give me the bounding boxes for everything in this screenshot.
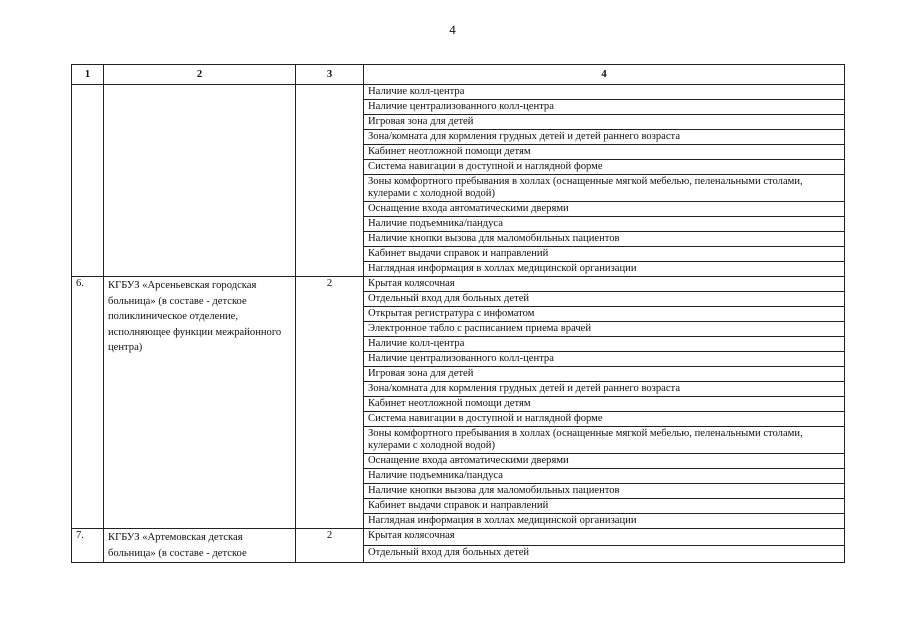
feature-cell: Наличие кнопки вызова для маломобильных пациентов xyxy=(364,484,845,499)
feature-cell: Система навигации в доступной и наглядной форме xyxy=(364,412,845,427)
feature-cell: Оснащение входа автоматическими дверями xyxy=(364,454,845,469)
organization-cell: КГБУЗ «Артемовская детская больница» (в составе - детское xyxy=(104,529,296,563)
feature-cell: Кабинет неотложной помощи детям xyxy=(364,145,845,160)
count-cell: 2 xyxy=(296,529,364,563)
feature-cell: Зоны комфортного пребывания в холлах (оснащенные мягкой мебелью, пеленальными столами, кулерами с холодной водой) xyxy=(364,427,845,454)
count-cell xyxy=(296,85,364,277)
organization-cell xyxy=(104,85,296,277)
feature-cell: Зона/комната для кормления грудных детей и детей раннего возраста xyxy=(364,130,845,145)
feature-cell: Зона/комната для кормления грудных детей и детей раннего возраста xyxy=(364,382,845,397)
table-row xyxy=(72,85,845,100)
feature-cell: Наличие кнопки вызова для маломобильных пациентов xyxy=(364,232,845,247)
feature-cell: Отдельный вход для больных детей xyxy=(364,546,845,563)
feature-cell: Крытая колясочная xyxy=(364,277,845,292)
facilities-table xyxy=(71,64,845,563)
feature-cell: Кабинет неотложной помощи детям xyxy=(364,397,845,412)
table-row xyxy=(72,277,845,292)
feature-cell: Электронное табло с расписанием приема врачей xyxy=(364,322,845,337)
row-number-cell xyxy=(72,85,104,277)
feature-cell: Наличие колл-центра xyxy=(364,85,845,100)
feature-cell: Открытая регистратура с инфоматом xyxy=(364,307,845,322)
page-number: 4 xyxy=(449,22,456,37)
header-col-1: 1 xyxy=(72,65,104,85)
feature-cell: Игровая зона для детей xyxy=(364,367,845,382)
row-number-cell: 6. xyxy=(72,277,104,529)
feature-cell: Наличие колл-центра xyxy=(364,337,845,352)
feature-cell: Зоны комфортного пребывания в холлах (оснащенные мягкой мебелью, пеленальными столами, кулерами с холодной водой) xyxy=(364,175,845,202)
feature-cell: Кабинет выдачи справок и направлений xyxy=(364,499,845,514)
table-header-row xyxy=(72,65,845,85)
feature-cell: Наличие подъемника/пандуса xyxy=(364,469,845,484)
table-row xyxy=(72,529,845,546)
header-col-4: 4 xyxy=(364,65,845,85)
header-col-3: 3 xyxy=(296,65,364,85)
feature-cell: Оснащение входа автоматическими дверями xyxy=(364,202,845,217)
header-col-2: 2 xyxy=(104,65,296,85)
row-number-cell: 7. xyxy=(72,529,104,563)
feature-cell: Наличие централизованного колл-центра xyxy=(364,352,845,367)
organization-cell: КГБУЗ «Арсеньевская городская больница» (в составе - детское поликлиническое отделение, исполняющее функции межрайонного центра) xyxy=(104,277,296,529)
feature-cell: Наличие централизованного колл-центра xyxy=(364,100,845,115)
feature-cell: Игровая зона для детей xyxy=(364,115,845,130)
feature-cell: Система навигации в доступной и наглядной форме xyxy=(364,160,845,175)
feature-cell: Наличие подъемника/пандуса xyxy=(364,217,845,232)
feature-cell: Крытая колясочная xyxy=(364,529,845,546)
table-body xyxy=(72,85,845,563)
feature-cell: Наглядная информация в холлах медицинской организации xyxy=(364,514,845,529)
feature-cell: Кабинет выдачи справок и направлений xyxy=(364,247,845,262)
feature-cell: Отдельный вход для больных детей xyxy=(364,292,845,307)
feature-cell: Наглядная информация в холлах медицинской организации xyxy=(364,262,845,277)
count-cell: 2 xyxy=(296,277,364,529)
